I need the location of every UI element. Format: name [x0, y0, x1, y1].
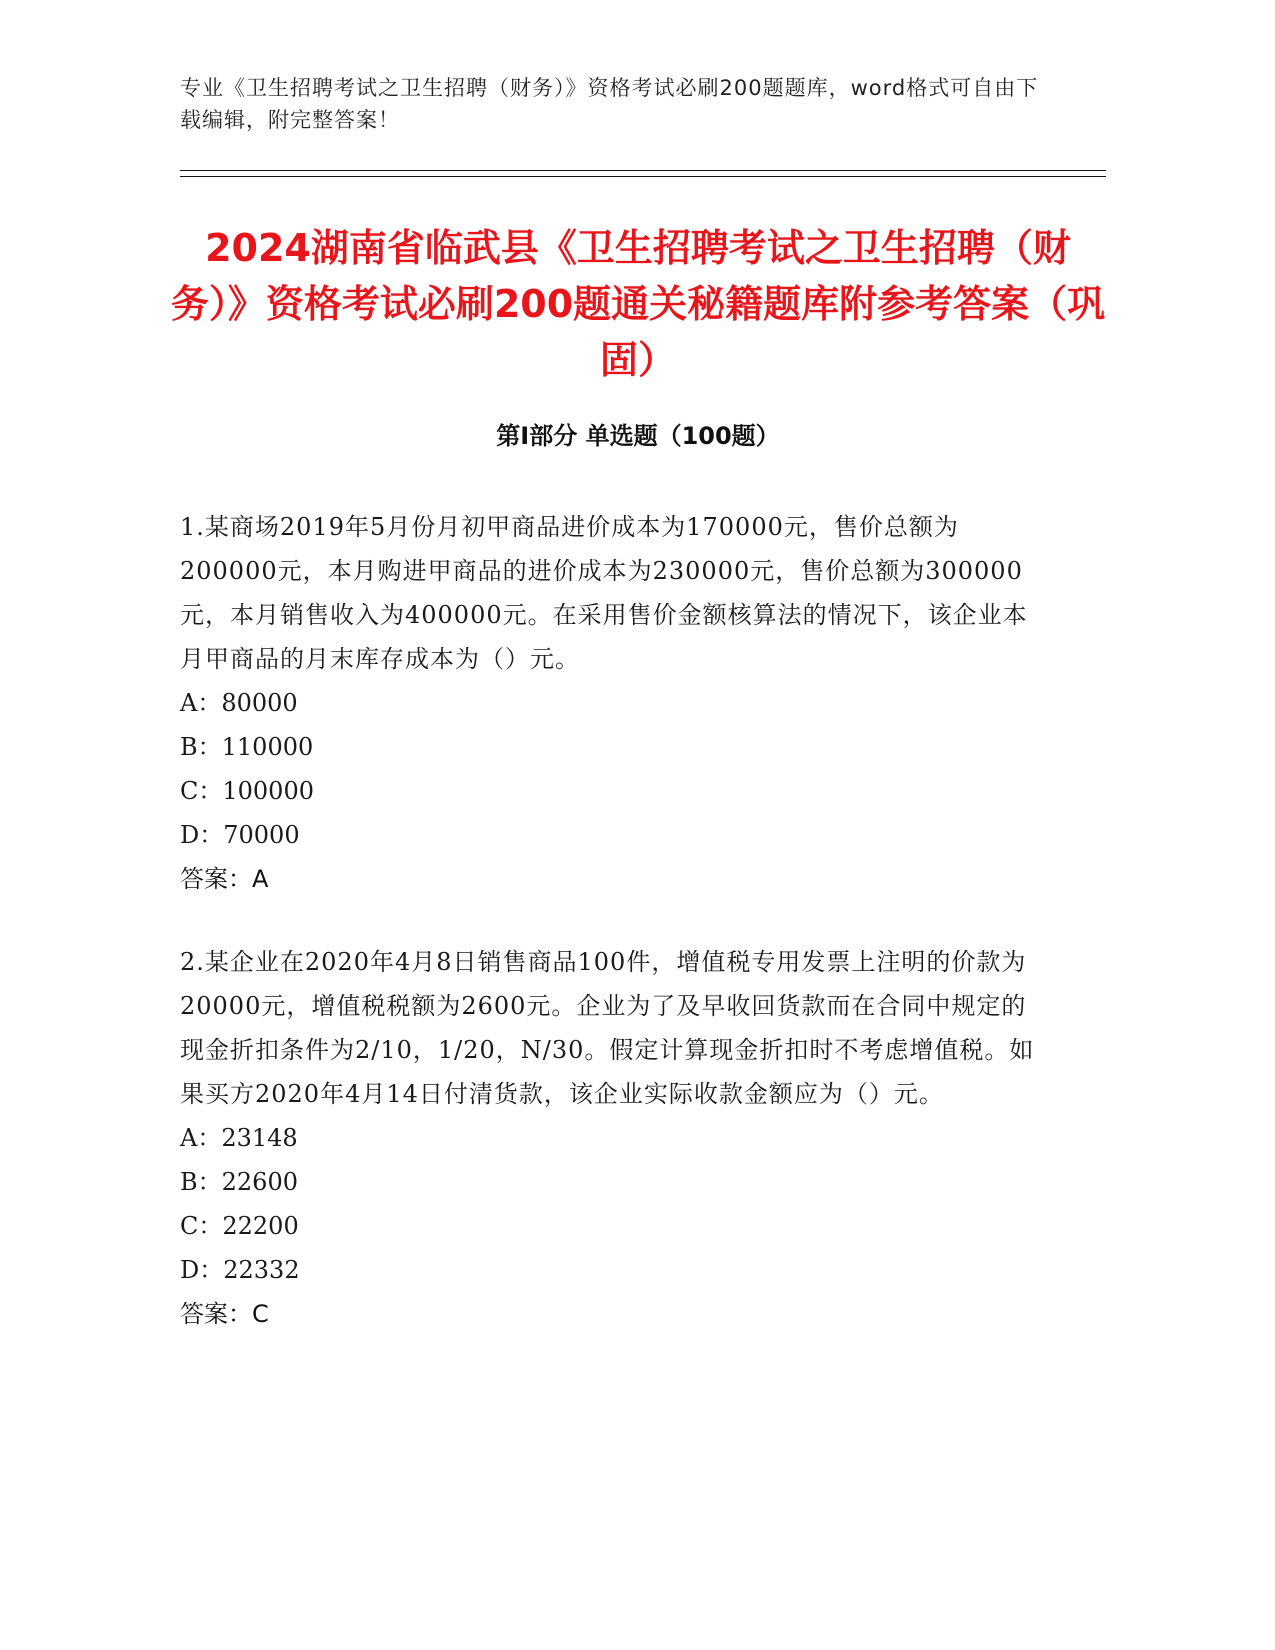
option-d: D：70000: [180, 821, 300, 849]
option-c: C：100000: [180, 777, 314, 805]
header-note: 专业《卫生招聘考试之卫生招聘（财务）》资格考试必刷200题题库，word格式可自由下载编辑，附完整答案！: [180, 76, 1039, 132]
option-a: A：23148: [180, 1124, 298, 1152]
question-stem: 2.某企业在2020年4月8日销售商品100件，增值税专用发票上注明的价款为20000元，增值税税额为2600元。企业为了及早收回货款而在合同中规定的现金折扣条件为2/10，1/20，N/30。假定计算现金折扣时不考虑增值税。如果买方2020年4月14日付清货款，该企业实际收款金额应为（）元。: [180, 948, 1035, 1108]
answer: 答案：A: [180, 865, 269, 893]
document-title: 2024湖南省临武县《卫生招聘考试之卫生招聘（财务）》资格考试必刷200题通关秘籍题库附参考答案（巩固）: [170, 226, 1106, 382]
option-d: D：22332: [180, 1256, 300, 1284]
option-c: C：22200: [180, 1212, 299, 1240]
question-stem: 1.某商场2019年5月份月初甲商品进价成本为170000元，售价总额为200000元，本月购进甲商品的进价成本为230000元，售价总额为300000元，本月销售收入为400000元。在采用售价金额核算法的情况下，该企业本月甲商品的月末库存成本为（）元。: [180, 513, 1028, 673]
option-b: B：110000: [180, 733, 314, 761]
option-a: A：80000: [180, 689, 298, 717]
answer: 答案：C: [180, 1300, 269, 1328]
question-1: [180, 505, 1040, 901]
question-2: [180, 940, 1040, 1336]
header-divider-top: [180, 170, 1106, 171]
option-b: B：22600: [180, 1168, 298, 1196]
header-divider-bottom: [180, 176, 1106, 177]
section-title: 第I部分 单选题（100题）: [496, 422, 780, 450]
